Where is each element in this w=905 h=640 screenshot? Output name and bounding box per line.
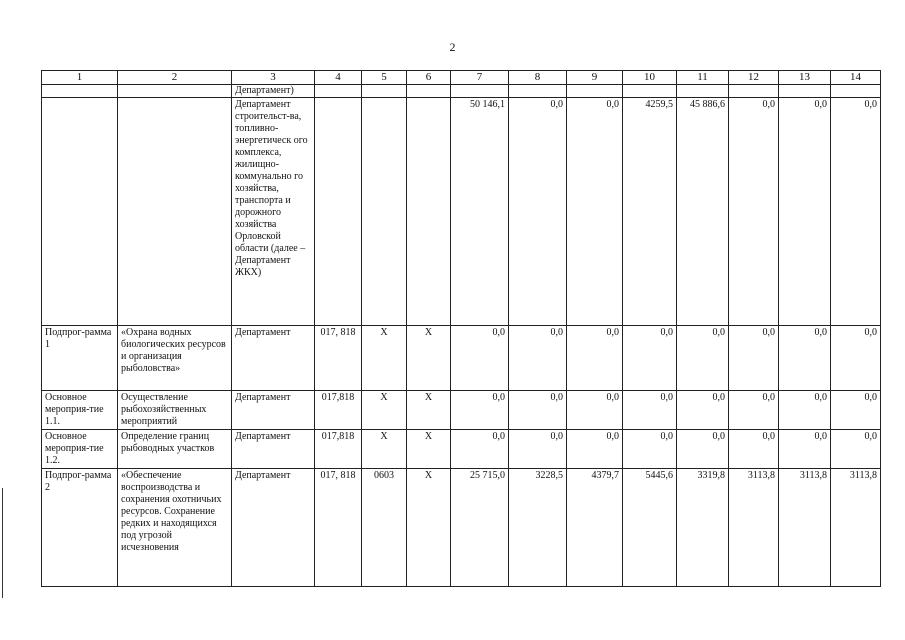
cell-year: 0,0	[831, 326, 881, 391]
cell-csr: Х	[407, 430, 451, 469]
cell-total: 0,0	[451, 430, 509, 469]
cell-year: 4259,5	[623, 98, 677, 326]
cell-executor: Департамент	[232, 326, 315, 391]
cell-title: «Охрана водных биологических ресурсов и организация рыболовства»	[118, 326, 232, 391]
cell-rzpr: Х	[362, 430, 407, 469]
table-row	[42, 98, 881, 326]
page-number: 2	[449, 40, 456, 54]
cell-year: 0,0	[729, 326, 779, 391]
cell-csr: Х	[407, 469, 451, 587]
cell-executor: Департамент	[232, 391, 315, 430]
col-header-5: 5	[362, 71, 407, 85]
cell-year: 0,0	[623, 391, 677, 430]
cell-total: 0,0	[451, 391, 509, 430]
cell-rzpr: Х	[362, 326, 407, 391]
cell-year: 0,0	[831, 98, 881, 326]
scan-margin-line	[2, 488, 3, 598]
cell-year	[623, 85, 677, 98]
col-header-14: 14	[831, 71, 881, 85]
cell-name: Подпрог-рамма 2	[42, 469, 118, 587]
cell-total: 50 146,1	[451, 98, 509, 326]
cell-csr	[407, 85, 451, 98]
cell-year: 0,0	[623, 430, 677, 469]
cell-name: Основное мероприя-тие 1.1.	[42, 391, 118, 430]
cell-grbs: 017,818	[315, 430, 362, 469]
cell-total: 25 715,0	[451, 469, 509, 587]
cell-year: 0,0	[677, 326, 729, 391]
table-row	[42, 85, 881, 98]
cell-year: 4379,7	[567, 469, 623, 587]
cell-total: 0,0	[451, 326, 509, 391]
col-header-6: 6	[407, 71, 451, 85]
cell-executor: Департамент	[232, 469, 315, 587]
table-row	[42, 391, 881, 430]
cell-rzpr: Х	[362, 391, 407, 430]
cell-year	[729, 85, 779, 98]
cell-title	[118, 85, 232, 98]
cell-year: 0,0	[509, 98, 567, 326]
cell-grbs	[315, 85, 362, 98]
cell-executor: Департамент	[232, 430, 315, 469]
cell-grbs: 017, 818	[315, 469, 362, 587]
cell-year: 0,0	[831, 430, 881, 469]
cell-year: 0,0	[677, 430, 729, 469]
cell-grbs: 017, 818	[315, 326, 362, 391]
col-header-12: 12	[729, 71, 779, 85]
cell-year: 0,0	[509, 430, 567, 469]
col-header-2: 2	[118, 71, 232, 85]
cell-name	[42, 85, 118, 98]
cell-year	[567, 85, 623, 98]
cell-title	[118, 98, 232, 326]
cell-executor: Департамент строительст-ва, топливно-энергетическ ого комплекса, жилищно-коммунально го хозяйства, транспорта и дорожного хозяйства Орловской области (далее – Департамент ЖКХ)	[232, 98, 315, 326]
cell-rzpr	[362, 85, 407, 98]
cell-rzpr	[362, 98, 407, 326]
cell-year: 0,0	[831, 391, 881, 430]
cell-year	[677, 85, 729, 98]
col-header-4: 4	[315, 71, 362, 85]
cell-year	[831, 85, 881, 98]
col-header-11: 11	[677, 71, 729, 85]
cell-year: 0,0	[509, 391, 567, 430]
cell-year: 0,0	[567, 430, 623, 469]
cell-year: 3228,5	[509, 469, 567, 587]
cell-year: 3113,8	[779, 469, 831, 587]
cell-year: 5445,6	[623, 469, 677, 587]
cell-year: 3113,8	[729, 469, 779, 587]
cell-total	[451, 85, 509, 98]
cell-executor: Департамент)	[232, 85, 315, 98]
cell-year: 0,0	[779, 430, 831, 469]
cell-grbs: 017,818	[315, 391, 362, 430]
cell-year	[509, 85, 567, 98]
cell-year: 0,0	[623, 326, 677, 391]
budget-table	[41, 70, 881, 587]
cell-year: 0,0	[729, 391, 779, 430]
cell-rzpr: 0603	[362, 469, 407, 587]
table-row	[42, 430, 881, 469]
col-header-1: 1	[42, 71, 118, 85]
cell-year: 0,0	[677, 391, 729, 430]
cell-csr	[407, 98, 451, 326]
cell-title: Определение границ рыбоводных участков	[118, 430, 232, 469]
cell-year: 0,0	[509, 326, 567, 391]
cell-year	[779, 85, 831, 98]
col-header-10: 10	[623, 71, 677, 85]
cell-year: 0,0	[567, 391, 623, 430]
cell-grbs	[315, 98, 362, 326]
cell-title: «Обеспечение воспроизводства и сохранения охотничьих ресурсов. Сохранение редких и находящихся под угрозой исчезновения	[118, 469, 232, 587]
col-header-7: 7	[451, 71, 509, 85]
table-header-row	[42, 71, 881, 85]
table-row	[42, 326, 881, 391]
col-header-9: 9	[567, 71, 623, 85]
cell-name: Основное мероприя-тие 1.2.	[42, 430, 118, 469]
cell-year: 0,0	[779, 391, 831, 430]
cell-year: 0,0	[729, 98, 779, 326]
col-header-8: 8	[509, 71, 567, 85]
cell-csr: Х	[407, 326, 451, 391]
cell-name	[42, 98, 118, 326]
cell-year: 0,0	[779, 98, 831, 326]
cell-year: 0,0	[567, 326, 623, 391]
cell-year: 0,0	[729, 430, 779, 469]
cell-title: Осуществление рыбохозяйственных мероприятий	[118, 391, 232, 430]
cell-name: Подпрог-рамма 1	[42, 326, 118, 391]
cell-year: 0,0	[567, 98, 623, 326]
cell-csr: Х	[407, 391, 451, 430]
col-header-3: 3	[232, 71, 315, 85]
col-header-13: 13	[779, 71, 831, 85]
cell-year: 0,0	[779, 326, 831, 391]
cell-year: 3113,8	[831, 469, 881, 587]
cell-year: 45 886,6	[677, 98, 729, 326]
table-row	[42, 469, 881, 587]
cell-year: 3319,8	[677, 469, 729, 587]
